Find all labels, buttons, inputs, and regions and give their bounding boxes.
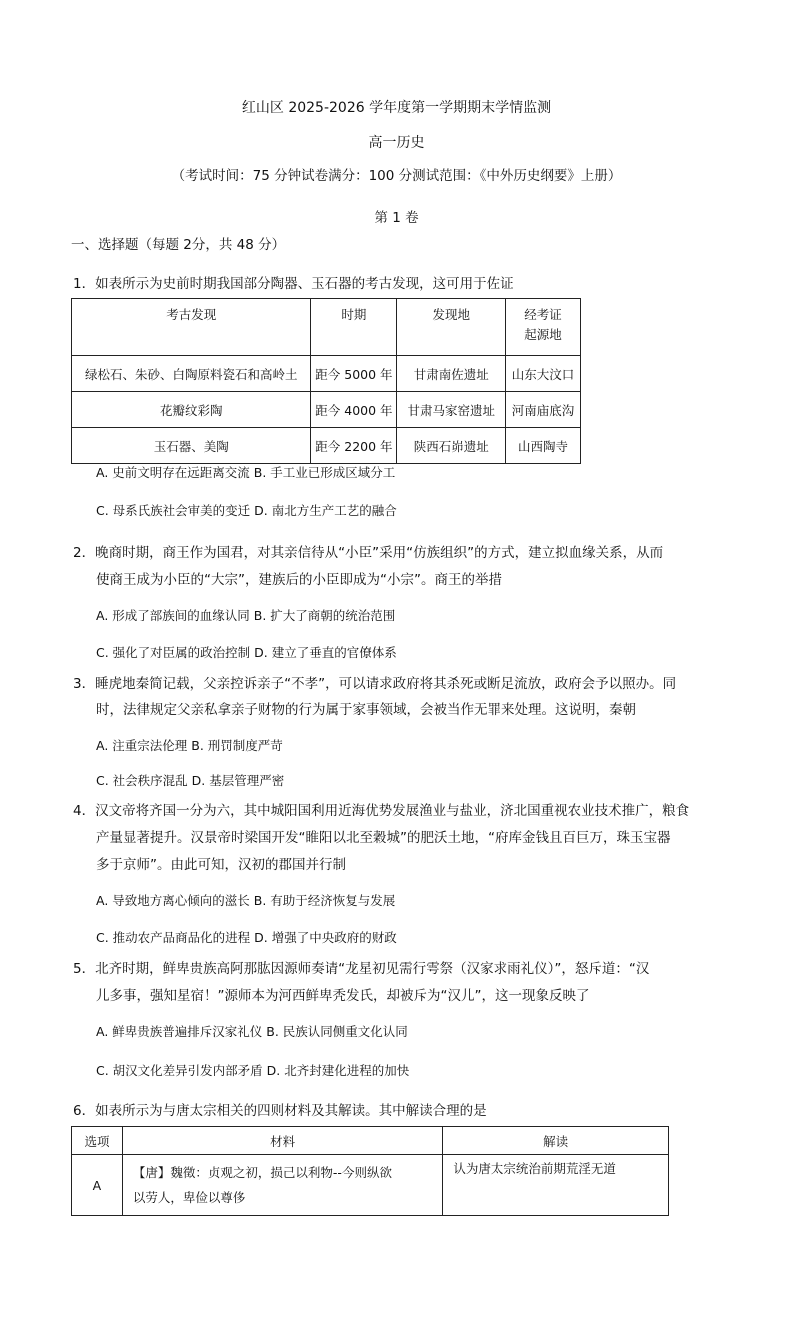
q3-stem-line1: 3．睡虎地秦简记载，父亲控诉亲子“不孝”，可以请求政府将其杀死或断足流放，政府会予以照办。同 — [73, 676, 677, 692]
header-line: 经考证 — [524, 307, 562, 322]
q2-stem-line2: 使商王成为小臣的“大宗”，建族后的小臣即成为“小宗”。商王的举措 — [96, 572, 502, 588]
q4-options-cd: C. 推动农产品商品化的进程 D. 增强了中央政府的财政 — [96, 930, 397, 945]
reading-cell: 认为唐太宗统治前期荒淫无道 — [443, 1155, 669, 1216]
q4-stem-line3: 多于京师”。由此可知，汉初的郡国并行制 — [96, 857, 346, 873]
table-cell: 山东大汶口 — [506, 356, 581, 392]
material-cell — [122, 1155, 442, 1216]
header-cell: 时期 — [311, 299, 397, 356]
table-cell: 山西陶寺 — [506, 428, 581, 464]
q1-stem: 1．如表所示为史前时期我国部分陶器、玉石器的考古发现，这可用于佐证 — [73, 276, 514, 292]
subject-title: 高一历史 — [368, 135, 425, 151]
table-header-row — [72, 299, 581, 356]
q5-stem-line2: 儿多事，强知星宿！”源师本为河西鲜卑秃发氏，却被斥为“汉儿”，这一现象反映了 — [96, 988, 590, 1004]
q5-options-cd: C. 胡汉文化差异引发内部矛盾 D. 北齐封建化进程的加快 — [96, 1063, 410, 1078]
q3-options-cd: C. 社会秩序混乱 D. 基层管理严密 — [96, 773, 285, 788]
header-cell: 解读 — [443, 1127, 669, 1155]
header-cell: 选项 — [72, 1127, 123, 1155]
header-cell: 材料 — [122, 1127, 442, 1155]
q2-stem-line1: 2．晚商时期，商王作为国君，对其亲信待从“小臣”采用“仿族组织”的方式，建立拟血缘关系，从而 — [73, 545, 664, 561]
table-cell: 绿松石、朱砂、白陶原料瓷石和高岭土 — [72, 356, 311, 392]
table-cell: 玉石器、美陶 — [72, 428, 311, 464]
table-row — [72, 356, 581, 392]
exam-title: 红山区 2025-2026 学年度第一学期期末学情监测 — [241, 100, 552, 116]
q2-options-cd: C. 强化了对臣属的政治控制 D. 建立了垂直的官僚体系 — [96, 645, 397, 660]
table-cell: 花瓣纹彩陶 — [72, 392, 311, 428]
table-cell: 距今 2200 年 — [311, 428, 397, 464]
q3-stem-line2: 时，法律规定父亲私拿亲子财物的行为属于家事领域，会被当作无罪来处理。这说明，秦朝 — [96, 702, 636, 718]
table-cell: 河南庙底沟 — [506, 392, 581, 428]
table-row — [72, 1155, 669, 1216]
q4-stem-line2: 产量显著提升。汉景帝时梁国开发“睢阳以北至穀城”的肥沃土地，“府库金钱且百巨万，珠玉宝器 — [96, 830, 671, 846]
section-heading: 一、选择题（每题 2分，共 48 分） — [71, 237, 286, 253]
table-cell: 陕西石峁遗址 — [397, 428, 506, 464]
material-line: 【唐】魏徵：贞观之初，损己以利物--今则纵欲 — [132, 1165, 392, 1180]
q6-stem: 6．如表所示为与唐太宗相关的四则材料及其解读。其中解读合理的是 — [73, 1103, 487, 1119]
table-row — [72, 428, 581, 464]
table-cell: 甘肃马家窑遗址 — [397, 392, 506, 428]
q6-table — [71, 1126, 669, 1216]
header-line: 起源地 — [524, 327, 562, 342]
table-cell: 距今 5000 年 — [311, 356, 397, 392]
material-line: 以劳人，卑俭以尊侈 — [132, 1190, 246, 1205]
q5-stem-line1: 5．北齐时期，鲜卑贵族高阿那肱因源师奏请“龙星初见需行雩祭（汉家求雨礼仪）”，怒斥道：“汉 — [73, 961, 650, 977]
table-cell: 甘肃南佐遗址 — [397, 356, 506, 392]
q1-options-cd: C. 母系氏族社会审美的变迁 D. 南北方生产工艺的融合 — [96, 503, 397, 518]
q5-options-ab: A. 鲜卑贵族普遍排斥汉家礼仪 B. 民族认同侧重文化认同 — [96, 1024, 408, 1039]
q3-options-ab: A. 注重宗法伦理 B. 刑罚制度严苛 — [96, 738, 283, 753]
exam-info: （考试时间：75 分钟试卷满分：100 分测试范围：《中外历史纲要》上册） — [171, 168, 622, 184]
q1-table — [71, 298, 581, 464]
option-cell: A — [72, 1155, 123, 1216]
q4-options-ab: A. 导致地方离心倾向的滋长 B. 有助于经济恢复与发展 — [96, 893, 396, 908]
q1-options-ab: A. 史前文明存在远距离交流 B. 手工业已形成区域分工 — [96, 465, 396, 480]
volume-label: 第 1 卷 — [374, 210, 419, 226]
table-header-row — [72, 1127, 669, 1155]
header-cell: 发现地 — [397, 299, 506, 356]
table-cell: 距今 4000 年 — [311, 392, 397, 428]
header-cell-origin — [506, 299, 581, 356]
table-row — [72, 392, 581, 428]
q4-stem-line1: 4．汉文帝将齐国一分为六，其中城阳国利用近海优势发展渔业与盐业，济北国重视农业技术推广，粮食 — [73, 803, 690, 819]
q2-options-ab: A. 形成了部族间的血缘认同 B. 扩大了商朝的统治范围 — [96, 608, 396, 623]
header-cell: 考古发现 — [72, 299, 311, 356]
